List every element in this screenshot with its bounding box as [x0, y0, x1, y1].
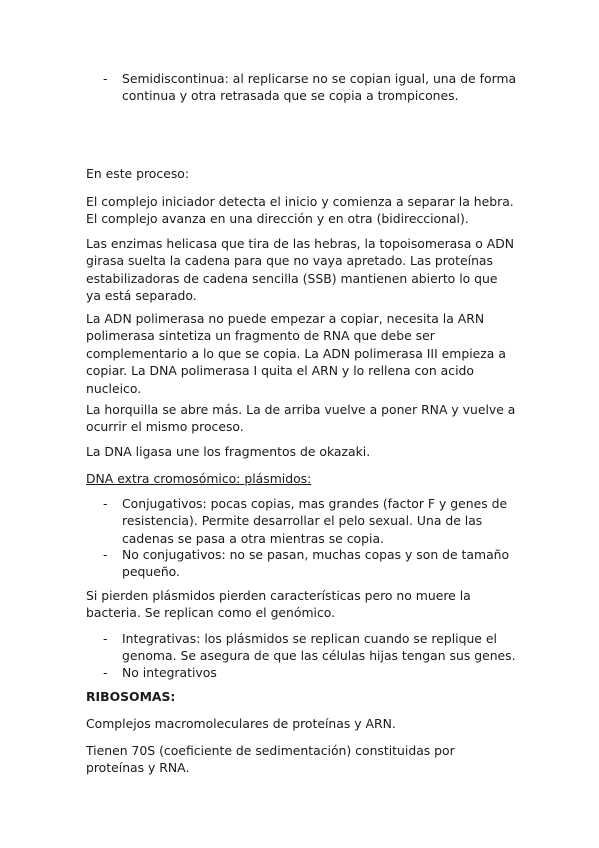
- list-item-no-conjugativos: [103, 546, 523, 581]
- list-item-text: No integrativos: [122, 665, 217, 680]
- paragraph-ribosomas-complejos: Complejos macromoleculares de proteínas y ARN.: [86, 716, 396, 731]
- list-dash: -: [103, 496, 108, 511]
- list-item-text: Semidiscontinua: al replicarse no se copian igual, una de forma continua y otra retrasada que se copia a trompicones.: [122, 71, 517, 104]
- list-dash: -: [103, 665, 108, 680]
- list-item-conjugativos: [103, 495, 523, 547]
- paragraph-plasmidos: Si pierden plásmidos pierden características pero no muere la bacteria. Se replican como el genómico.: [86, 588, 471, 621]
- paragraph-ligasa: La DNA ligasa une los fragmentos de okazaki.: [86, 444, 371, 459]
- list-dash: -: [103, 631, 108, 646]
- paragraph-polimerasa: La ADN polimerasa no puede empezar a copiar, necesita la ARN polimerasa sintetiza un fragmento de RNA que debe ser complementario a lo que se copia. La ADN polimerasa III empieza a copiar. La DNA polimerasa I quita el ARN y lo rellena con acido nucleico.: [86, 311, 506, 396]
- list-item-no-integrativos: [103, 664, 523, 681]
- list-item-text: No conjugativos: no se pasan, muchas copas y son de tamaño pequeño.: [122, 547, 510, 580]
- intro-text: En este proceso:: [86, 166, 190, 181]
- paragraph-horquilla: La horquilla se abre más. La de arriba vuelve a poner RNA y vuelve a ocurrir el mismo proceso.: [86, 402, 516, 435]
- list-dash: -: [103, 71, 108, 86]
- list-dash: -: [103, 547, 108, 562]
- paragraph-helicasa: Las enzimas helicasa que tira de las hebras, la topoisomerasa o ADN girasa suelta la cadena para que no vaya apretado. Las proteínas estabilizadoras de cadena sencilla (SSB) mantienen abierto lo que ya está separado.: [86, 236, 515, 304]
- ribosomes-heading: RIBOSOMAS:: [86, 689, 176, 704]
- paragraph-iniciador: El complejo iniciador detecta el inicio y comienza a separar la hebra. El complejo avanza en una dirección y en otra (bidireccional).: [86, 194, 514, 227]
- list-item-semidiscontinua: [103, 70, 523, 105]
- list-item-text: Integrativas: los plásmidos se replican cuando se replique el genoma. Se asegura de que las células hijas tengan sus genes.: [122, 631, 516, 664]
- list-item-text: Conjugativos: pocas copias, mas grandes (factor F y genes de resistencia). Permite desarrollar el pelo sexual. Una de las cadenas se pasa a otra mientras se copia.: [122, 496, 508, 546]
- paragraph-ribosomas-70s: Tienen 70S (coeficiente de sedimentación) constituidas por proteínas y RNA.: [86, 743, 455, 776]
- list-item-integrativas: [103, 630, 523, 665]
- plasmids-heading: DNA extra cromosómico: plásmidos:: [86, 471, 312, 486]
